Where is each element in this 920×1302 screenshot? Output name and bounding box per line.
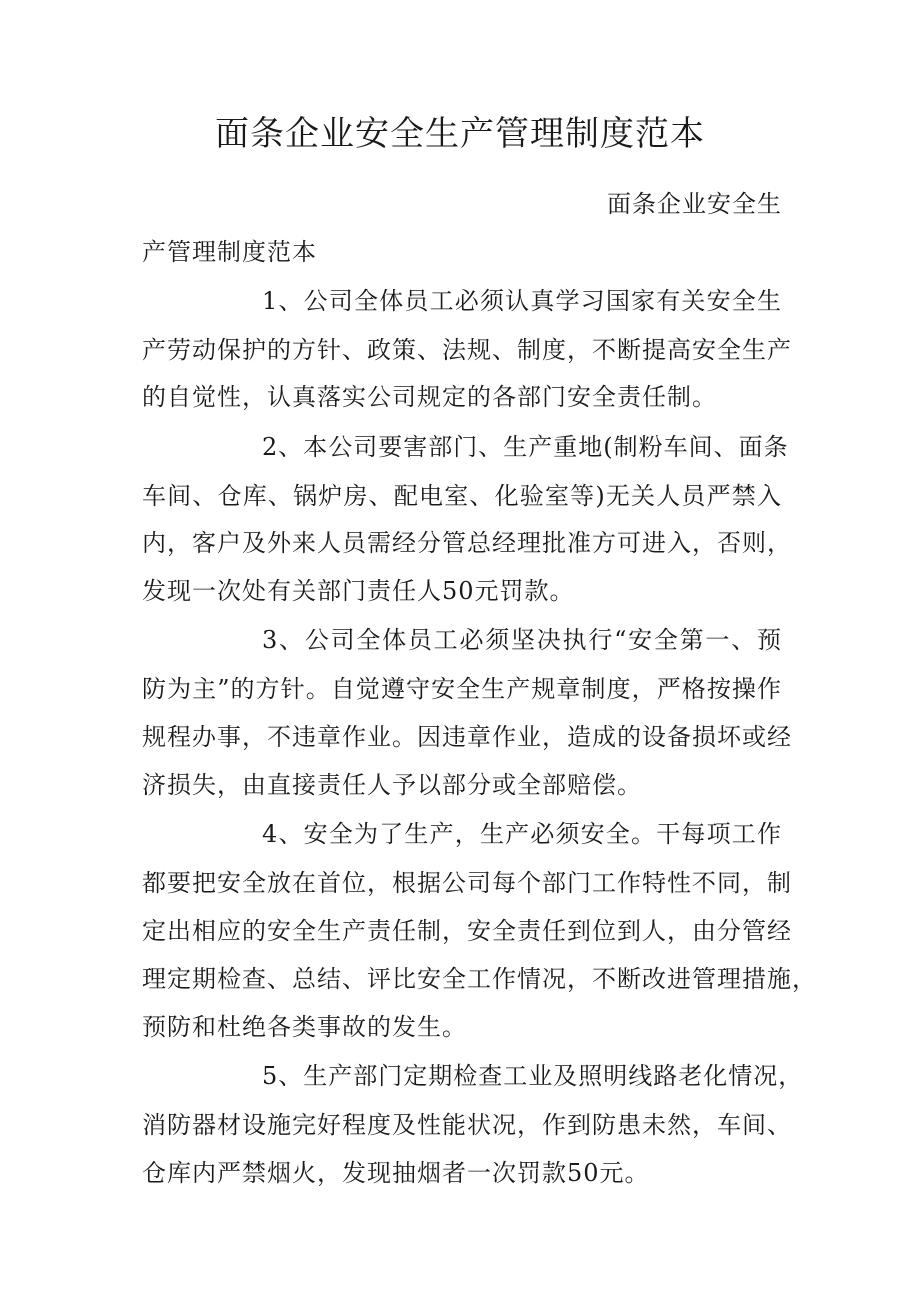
paragraph-line: 车间、仓库、锅炉房、配电室、化验室等)无关人员严禁入: [142, 482, 782, 510]
paragraph-line: 3、公司全体员工必须坚决执行“安全第一、预: [262, 626, 782, 654]
paragraph-line: 理定期检查、总结、评比安全工作情况，不断改进管理措施，: [142, 965, 817, 993]
subtitle-line-2: 产管理制度范本: [142, 238, 317, 266]
paragraph-line: 规程办事，不违章作业。因违章作业，造成的设备损坏或经: [142, 723, 792, 751]
paragraph-line: 1、公司全体员工必须认真学习国家有关安全生: [262, 287, 782, 315]
paragraph-line: 5、生产部门定期检查工业及照明线路老化情况，: [262, 1062, 804, 1090]
paragraph-line: 定出相应的安全生产责任制，安全责任到位到人，由分管经: [142, 917, 792, 945]
paragraph-line: 消防器材设施完好程度及性能状况，作到防患未然，车间、: [142, 1111, 792, 1139]
subtitle-line-1: 面条企业安全生: [607, 190, 782, 218]
paragraph-line: 2、本公司要害部门、生产重地(制粉车间、面条: [262, 433, 789, 461]
paragraph-line: 预防和杜绝各类事故的发生。: [142, 1013, 467, 1041]
paragraph-line: 内，客户及外来人员需经分管总经理批准方可进入，否则，: [142, 529, 792, 557]
paragraph-line: 4、安全为了生产，生产必须安全。干每项工作: [262, 820, 782, 848]
paragraph-line: 都要把安全放在首位，根据公司每个部门工作特性不同，制: [142, 869, 792, 897]
paragraph-line: 防为主”的方针。自觉遵守安全生产规章制度，严格按操作: [142, 675, 782, 703]
paragraph-line: 发现一次处有关部门责任人50元罚款。: [142, 577, 575, 605]
paragraph-line: 产劳动保护的方针、政策、法规、制度，不断提高安全生产: [142, 336, 792, 364]
paragraph-line: 仓库内严禁烟火，发现抽烟者一次罚款50元。: [142, 1159, 650, 1187]
paragraph-line: 的自觉性，认真落实公司规定的各部门安全责任制。: [142, 383, 717, 411]
paragraph-line: 济损失，由直接责任人予以部分或全部赔偿。: [142, 771, 642, 799]
document-title: 面条企业安全生产管理制度范本: [215, 114, 705, 154]
